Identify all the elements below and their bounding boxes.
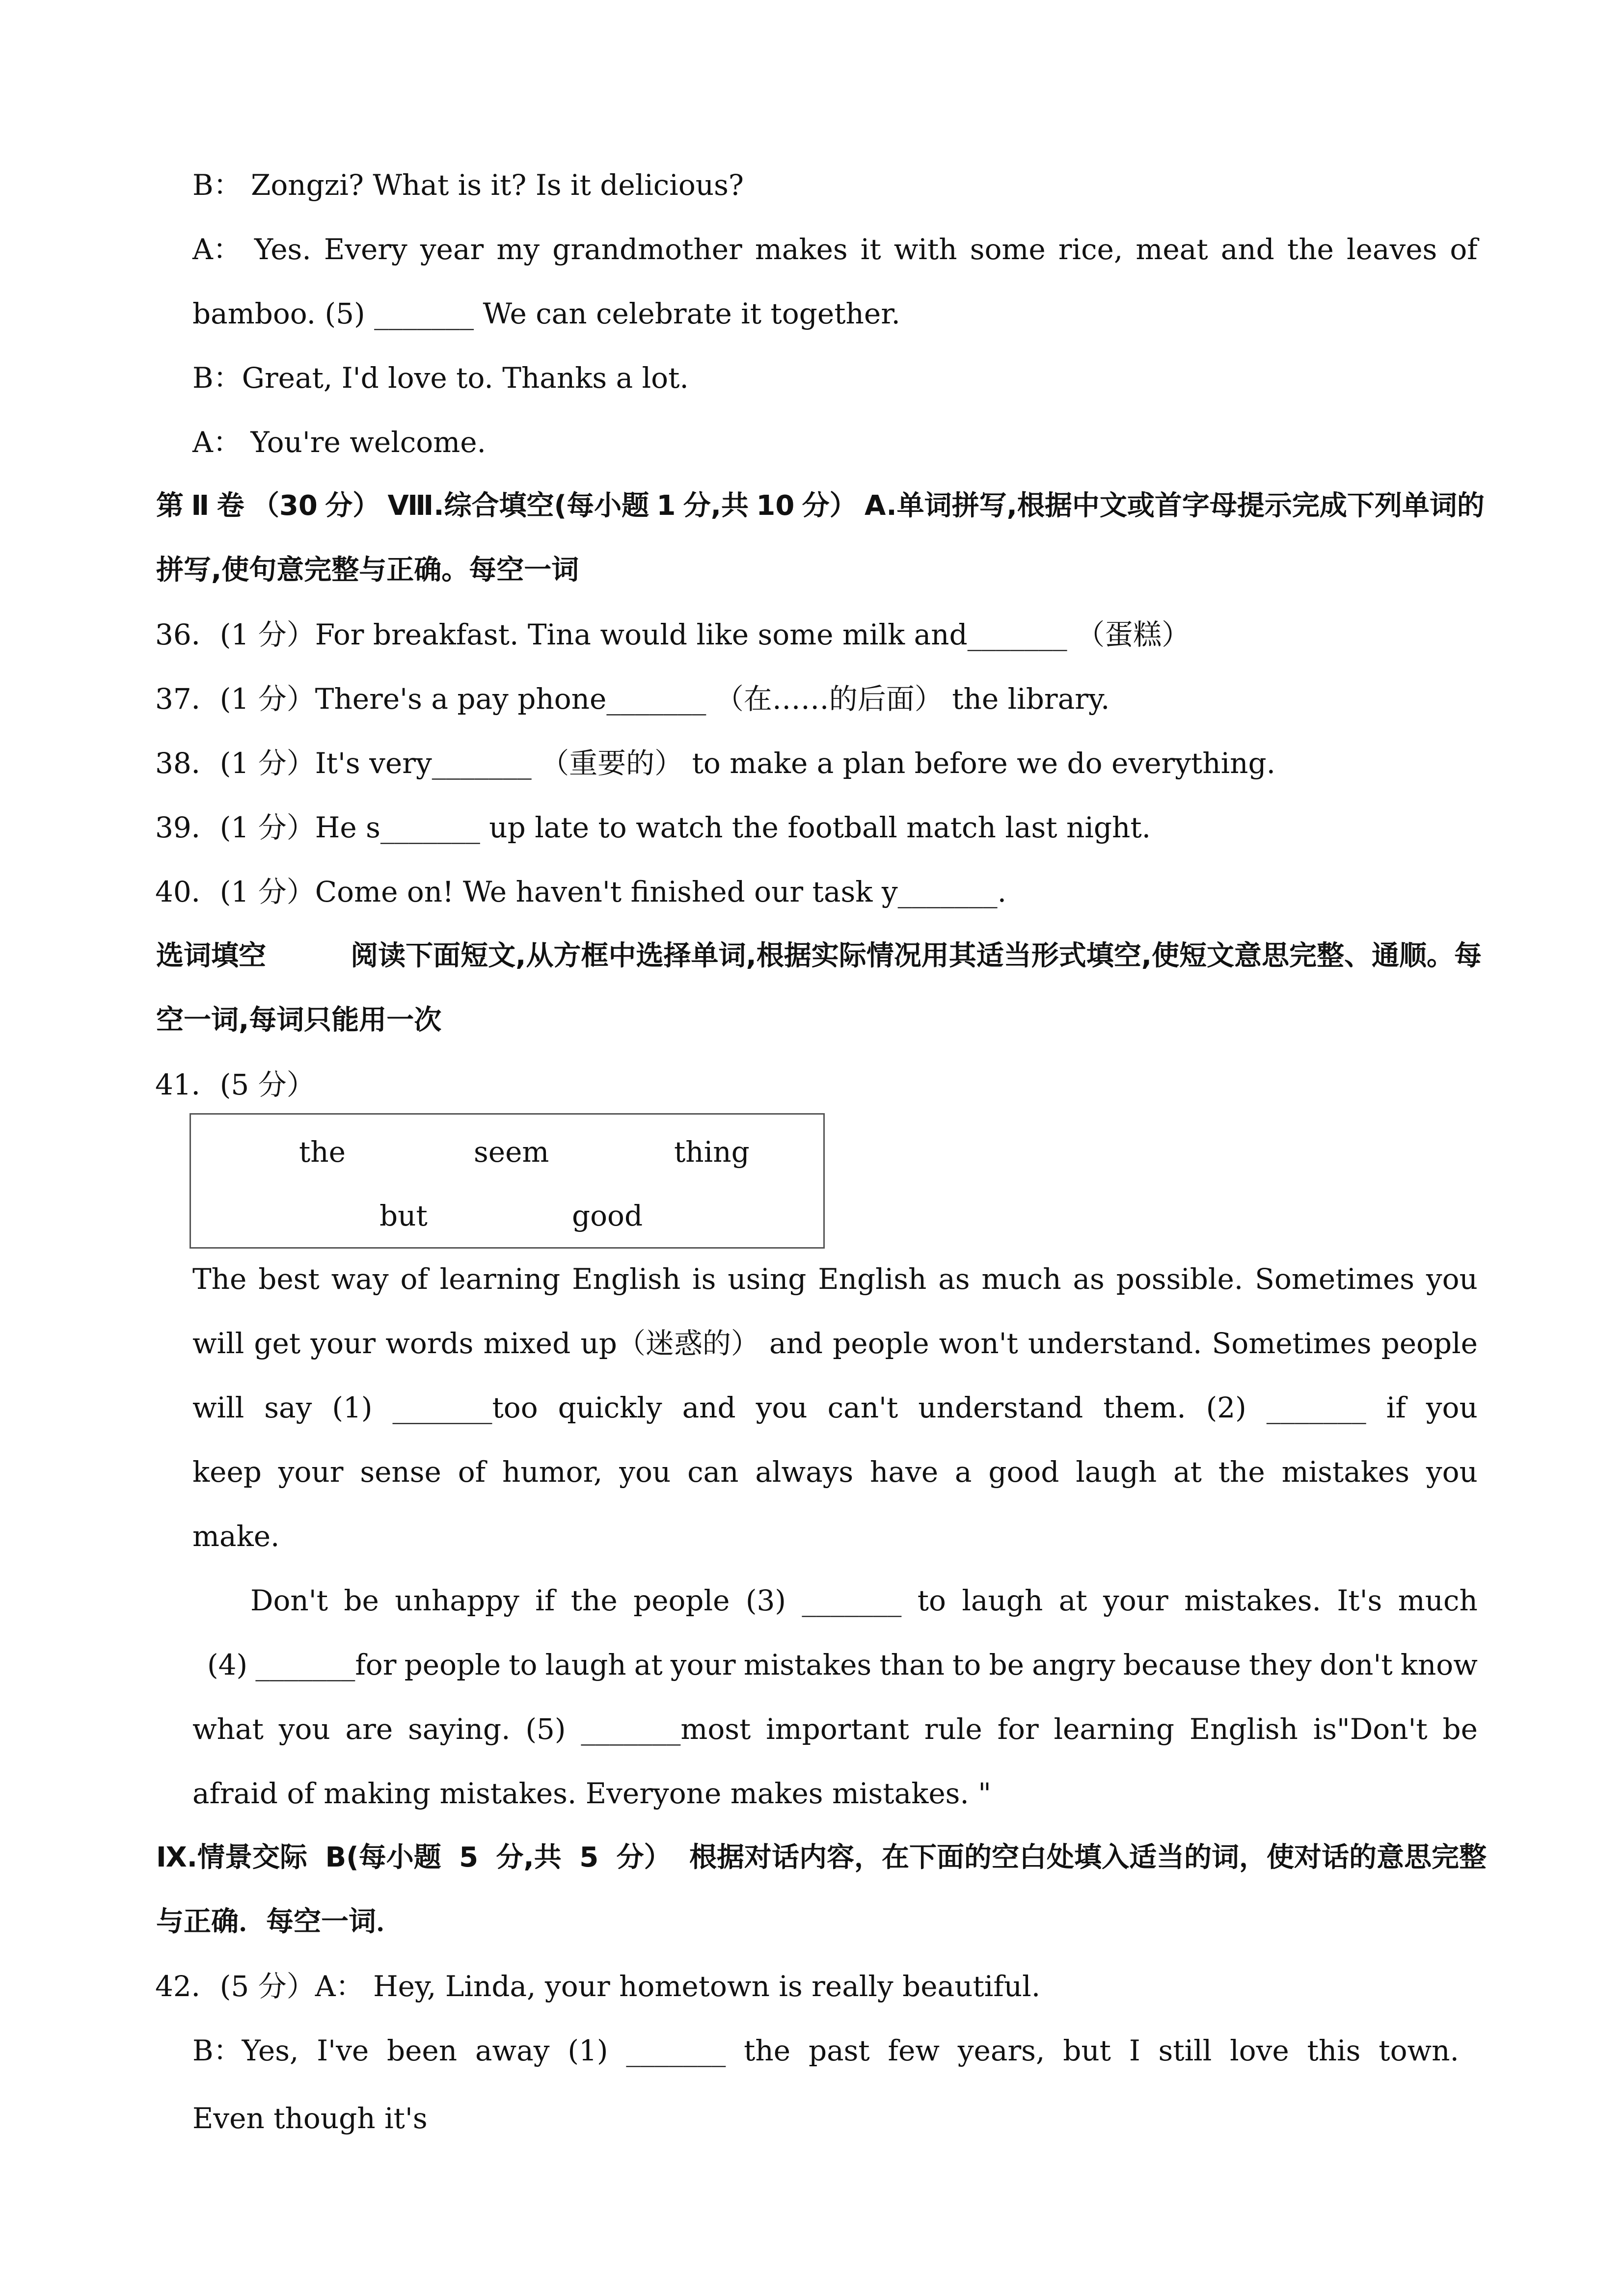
word: quickly — [558, 1391, 662, 1424]
word: to — [917, 1584, 946, 1617]
word: 5 — [459, 1842, 479, 1873]
word: laugh — [545, 1648, 626, 1682]
word: don't — [1319, 1648, 1393, 1682]
word: will — [192, 1327, 244, 1360]
word: Ⅷ.综合填空(每小题 — [387, 490, 650, 522]
word: and — [682, 1391, 736, 1424]
word: keep — [192, 1455, 262, 1489]
word: be — [989, 1648, 1024, 1682]
word: English — [1189, 1712, 1298, 1746]
word: because — [1123, 1648, 1241, 1682]
word: words — [385, 1327, 474, 1360]
passage-line-9: afraid of making mistakes. Everyone makes mistakes. " — [192, 1777, 991, 1810]
word: they — [1249, 1648, 1312, 1682]
word: is — [692, 1262, 716, 1296]
word: this — [1307, 2034, 1361, 2067]
word: 选词填空 — [156, 940, 266, 972]
word: always — [755, 1455, 854, 1489]
word: 分,共 — [683, 490, 749, 522]
word-choice-heading — [156, 936, 1482, 976]
box-word-seem: seem — [474, 1135, 549, 1169]
dialogue-line-a-yes — [192, 230, 1478, 269]
word: people — [833, 1327, 929, 1360]
word: and — [769, 1327, 823, 1360]
word: you — [1426, 1391, 1478, 1424]
word: still — [1158, 2034, 1212, 2067]
word: 分） — [325, 490, 380, 522]
word: your — [1103, 1584, 1168, 1617]
word: English — [818, 1262, 927, 1296]
word: your — [670, 1648, 736, 1682]
word: been — [386, 2034, 458, 2067]
word: (4) — [207, 1648, 248, 1682]
dialogue-line-b-zongzi: B： Zongzi? What is it? Is it delicious? — [192, 168, 744, 202]
passage-line-3 — [192, 1388, 1478, 1427]
word: won't — [939, 1327, 1018, 1360]
word: important — [766, 1712, 909, 1746]
section-9-heading — [156, 1838, 1487, 1877]
word: is"Don't — [1313, 1712, 1428, 1746]
word: understand — [918, 1391, 1083, 1424]
word: sense — [360, 1455, 441, 1489]
word: _______most — [581, 1712, 751, 1746]
word: _______ — [626, 2034, 726, 2067]
question-42: 42．(5 分）A： Hey, Linda, your hometown is really beautiful. — [155, 1970, 1041, 2003]
word: with — [893, 233, 957, 266]
word: 5 — [579, 1842, 599, 1873]
word: B(每小题 — [325, 1842, 441, 1873]
word: of — [400, 1262, 428, 1296]
section-8-heading-cont: 拼写,使句意完整与正确。每空一词 — [156, 554, 579, 586]
word: good — [988, 1455, 1059, 1489]
word: rice, — [1058, 233, 1123, 266]
word: 卷 — [217, 490, 244, 522]
word: say — [264, 1391, 312, 1424]
word: learning — [439, 1262, 561, 1296]
word: much — [1398, 1584, 1478, 1617]
word: the — [1287, 233, 1334, 266]
word: 分,共 — [496, 1842, 562, 1873]
word: the — [744, 2034, 791, 2067]
passage-line-5: make. — [192, 1520, 280, 1553]
word: up（迷惑的） — [580, 1327, 759, 1360]
word: way — [331, 1262, 389, 1296]
word: Sometimes — [1212, 1327, 1372, 1360]
word: the — [1218, 1455, 1265, 1489]
word: people — [1381, 1327, 1478, 1360]
word: The — [192, 1262, 247, 1296]
dialogue-line-b-great: B：Great, I'd love to. Thanks a lot. — [192, 361, 689, 395]
word: （30 — [251, 490, 318, 522]
word: A： — [192, 233, 242, 266]
word: can't — [827, 1391, 898, 1424]
word: will — [192, 1391, 244, 1424]
word: some — [970, 233, 1046, 266]
box-word-good: good — [572, 1199, 643, 1232]
word: saying. — [407, 1712, 511, 1746]
word: year — [420, 233, 484, 266]
word: people — [404, 1648, 501, 1682]
word: at — [1173, 1455, 1202, 1489]
word: much — [981, 1262, 1061, 1296]
word: few — [888, 2034, 940, 2067]
word: leaves — [1346, 233, 1437, 266]
word: mistakes — [743, 1648, 872, 1682]
word: (1) — [568, 2034, 608, 2067]
word: than — [879, 1648, 945, 1682]
word: your — [310, 1327, 376, 1360]
question-37: 37．(1 分）There's a pay phone_______ （在……的后面） the library. — [155, 682, 1110, 716]
word: _______ — [1266, 1391, 1366, 1424]
word: them. — [1103, 1391, 1186, 1424]
word: but — [1063, 2034, 1111, 2067]
word: Yes. — [254, 233, 311, 266]
word: makes — [755, 233, 848, 266]
word: as — [938, 1262, 970, 1296]
word: Ⅸ.情景交际 — [156, 1842, 308, 1873]
word: and — [1220, 233, 1274, 266]
word: Don't — [250, 1584, 328, 1617]
word: love — [1230, 2034, 1289, 2067]
passage-line-2 — [192, 1324, 1478, 1363]
word: years, — [957, 2034, 1045, 2067]
section-8-heading — [156, 486, 1485, 526]
box-word-thing: thing — [674, 1135, 750, 1169]
word: grandmother — [552, 233, 742, 266]
box-word-the: the — [299, 1135, 346, 1169]
word: mixed — [483, 1327, 571, 1360]
word: 分） — [616, 1842, 672, 1873]
word: learning — [1054, 1712, 1175, 1746]
word: _______for — [255, 1648, 397, 1682]
question-38: 38．(1 分）It's very_______ （重要的） to make a plan before we do everything. — [155, 747, 1276, 780]
word: best — [258, 1262, 320, 1296]
word: possible. — [1116, 1262, 1244, 1296]
word: humor, — [502, 1455, 603, 1489]
question-39: 39．(1 分）He s_______ up late to watch the football match last night. — [155, 811, 1151, 844]
word: town. — [1379, 2034, 1459, 2067]
passage-line-8 — [192, 1709, 1478, 1749]
word: _______ — [802, 1584, 902, 1617]
word: your — [278, 1455, 344, 1489]
word: _______too — [392, 1391, 538, 1424]
word: past — [808, 2034, 870, 2067]
word: have — [870, 1455, 939, 1489]
word: the — [570, 1584, 618, 1617]
question-36: 36．(1 分）For breakfast. Tina would like some milk and_______ （蛋糕） — [155, 618, 1191, 651]
word: I — [1129, 2034, 1140, 2067]
word: get — [254, 1327, 301, 1360]
word: (1) — [332, 1391, 373, 1424]
word: away — [475, 2034, 550, 2067]
word: you — [1426, 1455, 1478, 1489]
word: of — [458, 1455, 486, 1489]
word: know — [1400, 1648, 1478, 1682]
word: what — [192, 1712, 264, 1746]
word: understand. — [1028, 1327, 1202, 1360]
word: 10 — [756, 490, 795, 522]
word: 根据对话内容，在下面的空白处填入适当的词，使对话的意思完整 — [689, 1842, 1487, 1873]
word: be — [1442, 1712, 1478, 1746]
dialogue-last-line: Even though it's — [192, 2102, 428, 2135]
word: It's — [1337, 1584, 1382, 1617]
word: using — [728, 1262, 807, 1296]
word-box — [189, 1113, 825, 1249]
word: my — [496, 233, 540, 266]
word: to — [509, 1648, 538, 1682]
word: Sometimes — [1255, 1262, 1415, 1296]
word: are — [345, 1712, 393, 1746]
word: you — [756, 1391, 808, 1424]
word: a — [954, 1455, 972, 1489]
passage-line-1 — [192, 1259, 1478, 1299]
word: if — [1386, 1391, 1406, 1424]
word: you — [619, 1455, 671, 1489]
passage-line-7 — [207, 1645, 1478, 1684]
word: mistakes — [1281, 1455, 1410, 1489]
word: at — [634, 1648, 663, 1682]
word: I've — [317, 2034, 369, 2067]
word: be — [344, 1584, 379, 1617]
word: you — [278, 1712, 330, 1746]
word: (2) — [1206, 1391, 1246, 1424]
passage-line-4 — [192, 1452, 1478, 1492]
word: (3) — [745, 1584, 786, 1617]
word: (5) — [525, 1712, 566, 1746]
word: of — [1450, 233, 1478, 266]
word: can — [687, 1455, 739, 1489]
word: at — [1058, 1584, 1087, 1617]
word: as — [1073, 1262, 1105, 1296]
word: to — [952, 1648, 981, 1682]
dialogue-line-a-welcome: A： You're welcome. — [192, 426, 486, 459]
word: laugh — [962, 1584, 1043, 1617]
word: for — [997, 1712, 1039, 1746]
box-word-but: but — [379, 1199, 428, 1232]
word: Every — [324, 233, 407, 266]
word: 第 — [156, 490, 184, 522]
word: it — [860, 233, 881, 266]
word: 1 — [656, 490, 676, 522]
question-41: 41．(5 分） — [155, 1068, 315, 1101]
word: unhappy — [395, 1584, 519, 1617]
word: angry — [1032, 1648, 1115, 1682]
word: 阅读下面短文,从方框中选择单词,根据实际情况用其适当形式填空,使短文意思完整、通顺。每 — [351, 940, 1482, 972]
word: people — [633, 1584, 730, 1617]
word: mistakes. — [1184, 1584, 1321, 1617]
dialogue-line-bamboo: bamboo. (5) _______ We can celebrate it together. — [192, 297, 900, 330]
word: rule — [924, 1712, 982, 1746]
word: you — [1426, 1262, 1478, 1296]
word: 分） — [802, 490, 857, 522]
word: B：Yes, — [192, 2034, 299, 2067]
section-9-heading-cont: 与正确．每空一词． — [156, 1906, 404, 1938]
word-choice-heading-cont: 空一词,每词只能用一次 — [156, 1004, 442, 1036]
word: A.单词拼写,根据中文或首字母提示完成下列单词的 — [864, 490, 1485, 522]
question-40: 40．(1 分）Come on! We haven't finished our task y_______. — [155, 875, 1007, 908]
dialogue-b-yes — [192, 2031, 1459, 2070]
word: if — [535, 1584, 555, 1617]
word: English — [572, 1262, 681, 1296]
word: Ⅱ — [191, 490, 210, 522]
word: laugh — [1076, 1455, 1157, 1489]
word: meat — [1136, 233, 1208, 266]
passage-line-6 — [250, 1581, 1478, 1620]
